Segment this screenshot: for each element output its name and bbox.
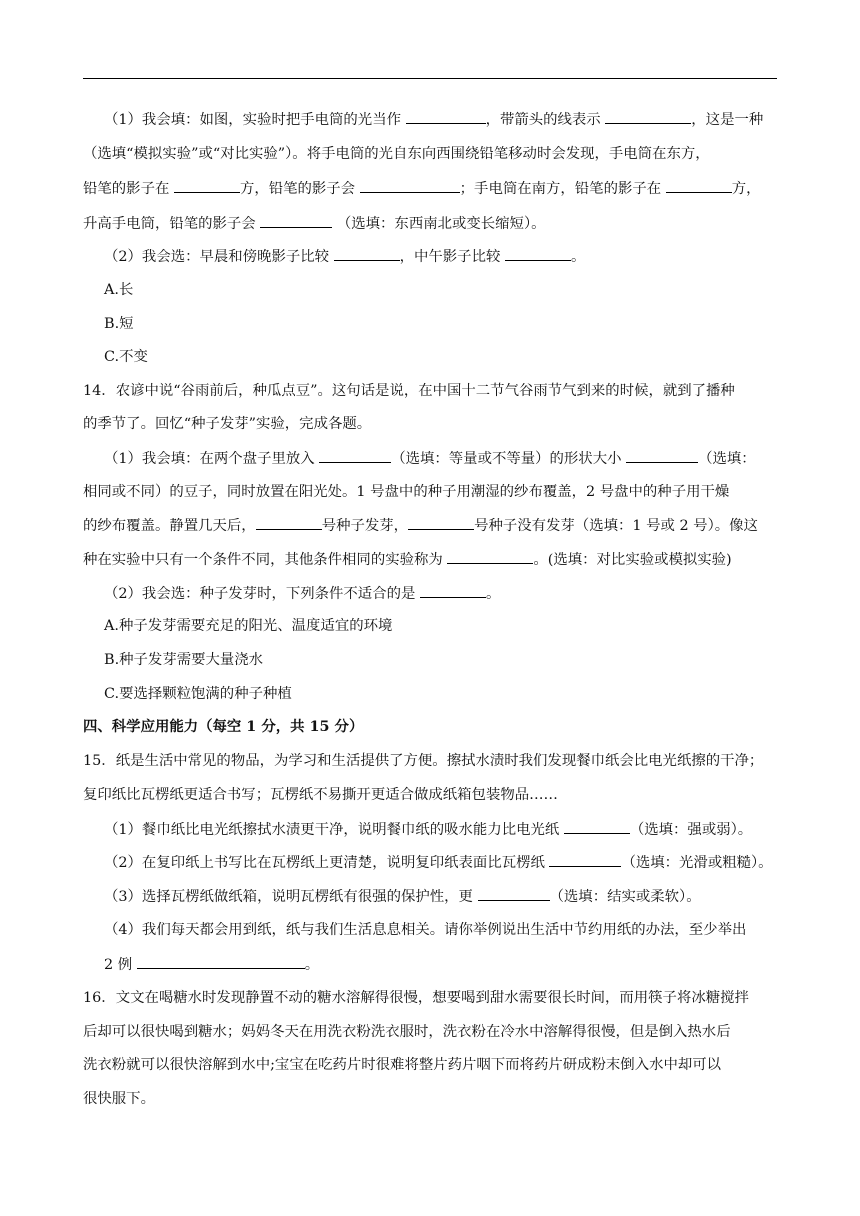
answer-blank[interactable] xyxy=(564,819,630,834)
q14-option-c[interactable]: C.要选择颗粒饱满的种子种植 xyxy=(104,686,292,702)
q16-stem-line1: 16．文文在喝糖水时发现静置不动的糖水溶解得很慢，想要喝到甜水需要很长时间，而用筷子将冰糖搅拌 xyxy=(83,990,749,1006)
q15-sub4: （4）我们每天都会用到纸，纸与我们生活息息相关。请你举例说出生活中节约用纸的办法，至少举出 xyxy=(104,922,747,938)
q14-part1-line2: 相同或不同）的豆子，同时放置在阳光处。1 号盘中的种子用潮湿的纱布覆盖，2 号盘中的种子用干燥 xyxy=(83,484,730,500)
q14-part1-line3: 的纱布覆盖。静置几天后， 号种子发芽， 号种子没有发芽（选填：1 号或 2 号）。像这 xyxy=(83,515,758,536)
q14-option-b[interactable]: B.种子发芽需要大量浇水 xyxy=(104,652,264,668)
q13-part1-line4: 升高手电筒，铅笔的影子会 （选填：东西南北或变长缩短）。 xyxy=(83,213,546,234)
q13-option-b[interactable]: B.短 xyxy=(104,316,134,332)
q14-part1-line1: （1）我会填：在两个盘子里放入 （选填：等量或不等量）的形状大小 （选填： xyxy=(104,448,756,469)
q15-sub1: （1）餐巾纸比电光纸擦拭水渍更干净，说明餐巾纸的吸水能力比电光纸 （选填：强或弱）。 xyxy=(104,819,752,840)
q13-option-a[interactable]: A.长 xyxy=(104,282,134,298)
answer-blank[interactable] xyxy=(174,178,240,193)
answer-blank[interactable] xyxy=(319,448,391,463)
answer-blank[interactable] xyxy=(666,178,732,193)
q13-part1-line3: 铅笔的影子在 方，铅笔的影子会 ；手电筒在南方，铅笔的影子在 方， xyxy=(83,178,761,199)
q15-stem-line1: 15．纸是生活中常见的物品，为学习和生活提供了方便。擦拭水渍时我们发现餐巾纸会比电光纸擦的干净； xyxy=(83,753,764,769)
q13-part1-line1: （1）我会填：如图，实验时把手电筒的光当作 ，带箭头的线表示 ，这是一种 xyxy=(104,109,763,130)
answer-blank[interactable] xyxy=(360,178,460,193)
q13-option-c[interactable]: C.不变 xyxy=(104,349,148,365)
answer-blank[interactable] xyxy=(505,246,571,261)
answer-blank[interactable] xyxy=(260,213,332,228)
q13-part2: （2）我会选：早晨和傍晚影子比较 ，中午影子比较 。 xyxy=(104,246,585,267)
q14-part1-line4: 种在实验中只有一个条件不同，其他条件相同的实验称为 。(选填：对比实验或模拟实验) xyxy=(83,549,732,570)
q16-stem-line3: 洗衣粉就可以很快溶解到水中;宝宝在吃药片时很难将整片药片咽下而将药片研成粉末倒入水中却可以 xyxy=(83,1057,722,1073)
answer-blank[interactable] xyxy=(256,515,322,530)
q15-sub2: （2）在复印纸上书写比在瓦楞纸上更清楚，说明复印纸表面比瓦楞纸 （选填：光滑或粗糙）。 xyxy=(104,852,773,873)
q14-stem-line2: 的季节了。回忆“种子发芽”实验，完成各题。 xyxy=(83,416,372,432)
answer-blank[interactable] xyxy=(334,246,400,261)
answer-blank[interactable] xyxy=(626,448,698,463)
q14-option-a[interactable]: A.种子发芽需要充足的阳光、温度适宜的环境 xyxy=(104,618,393,634)
q15-sub4-answer: 2 例 。 xyxy=(104,954,319,975)
answer-blank[interactable] xyxy=(406,109,486,124)
q14-part2: （2）我会选：种子发芽时，下列条件不适合的是 。 xyxy=(104,583,500,604)
answer-blank[interactable] xyxy=(549,852,621,867)
q15-stem-line2: 复印纸比瓦楞纸更适合书写；瓦楞纸不易撕开更适合做成纸箱包装物品…… xyxy=(83,787,558,803)
q13-part1-line2: （选填“模拟实验”或“对比实验”）。将手电筒的光自东向西围绕铅笔移动时会发现，手电筒在东方， xyxy=(83,146,710,162)
answer-blank[interactable] xyxy=(137,954,305,969)
answer-blank[interactable] xyxy=(420,583,486,598)
q15-sub3: （3）选择瓦楞纸做纸箱，说明瓦楞纸有很强的保护性，更 （选填：结实或柔软）。 xyxy=(104,886,701,907)
section-heading: 四、科学应用能力（每空 1 分，共 15 分） xyxy=(83,718,364,735)
q14-stem-line1: 14．农谚中说“谷雨前后，种瓜点豆”。这句话是说，在中国十二节气谷雨节气到来的时候，就到了播种 xyxy=(83,383,735,399)
answer-blank[interactable] xyxy=(447,549,533,564)
q16-stem-line2: 后却可以很快喝到糖水；妈妈冬天在用洗衣粉洗衣服时，洗衣粉在冷水中溶解得很慢，但是倒入热水后 xyxy=(83,1024,731,1040)
answer-blank[interactable] xyxy=(408,515,474,530)
answer-blank[interactable] xyxy=(605,109,691,124)
q16-stem-line4: 很快服下。 xyxy=(83,1091,155,1107)
answer-blank[interactable] xyxy=(478,886,550,901)
header-rule xyxy=(83,78,777,79)
